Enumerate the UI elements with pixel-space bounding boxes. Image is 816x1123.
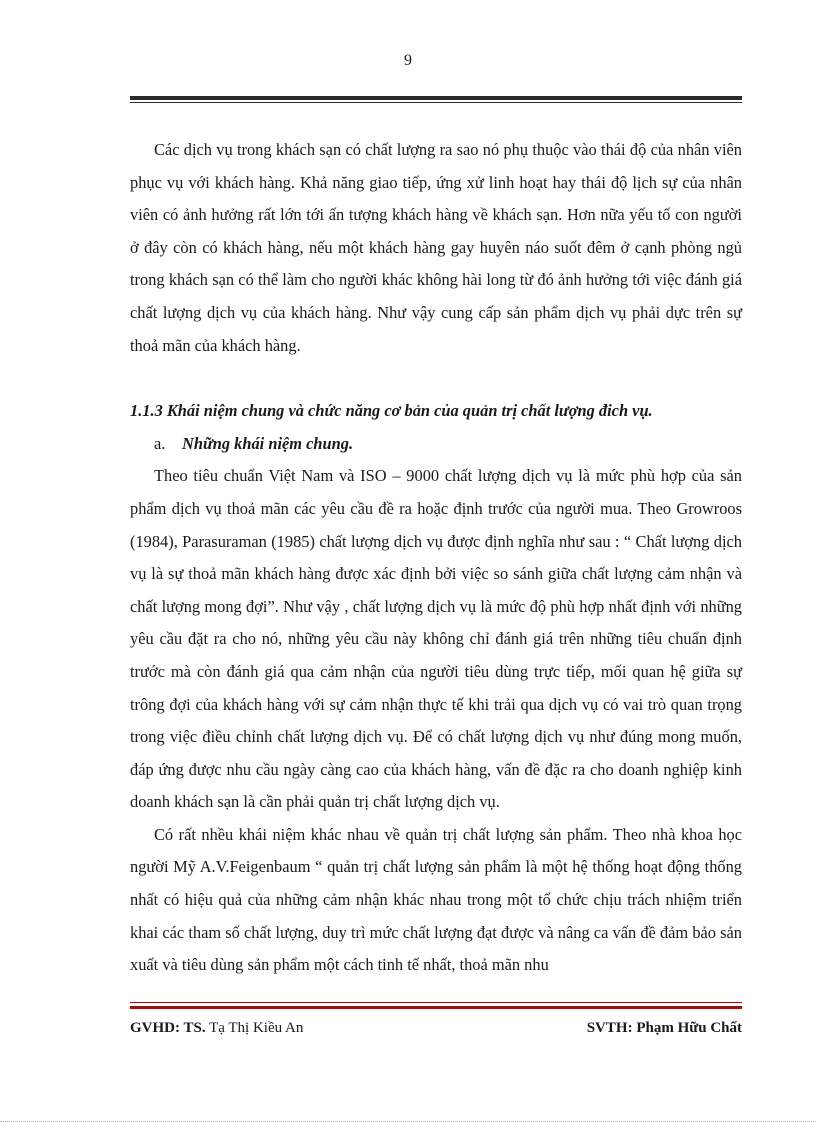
subsection-title: Những khái niệm chung. (182, 433, 354, 453)
paragraph-quality-definition: Theo tiêu chuẩn Việt Nam và ISO – 9000 chất lượng dịch vụ là mức phù hợp của sản phẩm dịch vụ thoả mãn các yêu cầu đề ra hoặc định trước của người mua. Theo Growroos (1984), Parasuraman (1985) chất lượng dịch vụ được định nghĩa như sau : “ Chất lượng dịch vụ là sự thoả mãn khách hàng được xác định bởi việc so sánh giữa chất lượng cảm nhận và chất lượng mong đợi”. Như vậy , chất lượng dịch vụ là mức độ phù hợp nhất định với những yêu cầu đặt ra cho nó, những yêu cầu này không chỉ đánh giá trên những tiêu chuẩn định trước mà còn đánh giá qua cảm nhận của người tiêu dùng trực tiếp, mối quan hệ giữa sự trông đợi của khách hàng với sự cảm nhận thực tế khi trải qua dịch vụ có vai trò quan trọng trong việc điều chỉnh chất lượng dịch vụ. Để có chất lượng dịch vụ như đúng mong muốn, đáp ứng được nhu cầu ngày càng cao của khách hàng, vấn đề đặc ra cho doanh nghiệp kinh doanh khách sạn là cần phải quản trị chất lượng dịch vụ. (130, 466, 742, 812)
advisor-info (130, 1020, 303, 1037)
paragraph-service-attitude: Các dịch vụ trong khách sạn có chất lượng ra sao nó phụ thuộc vào thái độ của nhân viên phục vụ với khách hàng. Khả năng giao tiếp, ứng xử linh hoạt hay thái độ lịch sự của nhân viên có ảnh hưởng rất lớn tới ấn tượng khách hàng về khách sạn. Hơn nữa yếu tố con người ở đây còn có khách hàng, nếu một khách hàng gay huyên náo suốt đêm ở cạnh phòng ngủ trong khách sạn có thể làm cho người khác không hài long từ đó ảnh hưởng tới việc đánh giá chất lượng dịch vụ của khách hàng. Như vậy cung cấp sản phẩm dịch vụ phải dực trên sự thoả mãn của khách hàng. (130, 140, 742, 355)
subsection-label: a. (154, 433, 166, 453)
advisor-name: Tạ Thị Kiều An (209, 1020, 304, 1036)
page-number: 9 (404, 52, 412, 69)
header-rule-thin (130, 102, 742, 103)
page-break-line (0, 1121, 816, 1122)
subsection-heading (130, 428, 742, 461)
student-label: SVTH: (586, 1020, 633, 1036)
student-info (587, 1020, 742, 1037)
section-heading: 1.1.3 Khái niệm chung và chức năng cơ bản của quản trị chất lượng đich vụ. (130, 401, 653, 421)
paragraph-quality-management: Có rất nhều khái niệm khác nhau về quản trị chất lượng sản phẩm. Theo nhà khoa học người Mỹ A.V.Feigenbaum “ quản trị chất lượng sản phẩm là một hệ thống hoạt động thống nhất có hiệu quả của những cảm nhận khác nhau trong một tổ chức chịu trách nhiệm triển khai các tham số chất lượng, duy trì mức chất lượng đạt được và nâng ca vấn đề đảm bảo sản xuất và tiêu dùng sản phẩm một cách tinh tế nhất, thoả mãn nhu (130, 824, 742, 975)
student-name: Phạm Hữu Chất (636, 1020, 742, 1036)
header-rule-thick (130, 96, 742, 100)
advisor-label: GVHD: TS. (130, 1020, 206, 1036)
document-body (130, 134, 742, 982)
footer-rule-thick (130, 1006, 742, 1009)
page-footer (130, 1020, 742, 1037)
footer-rule-thin (130, 1002, 742, 1003)
